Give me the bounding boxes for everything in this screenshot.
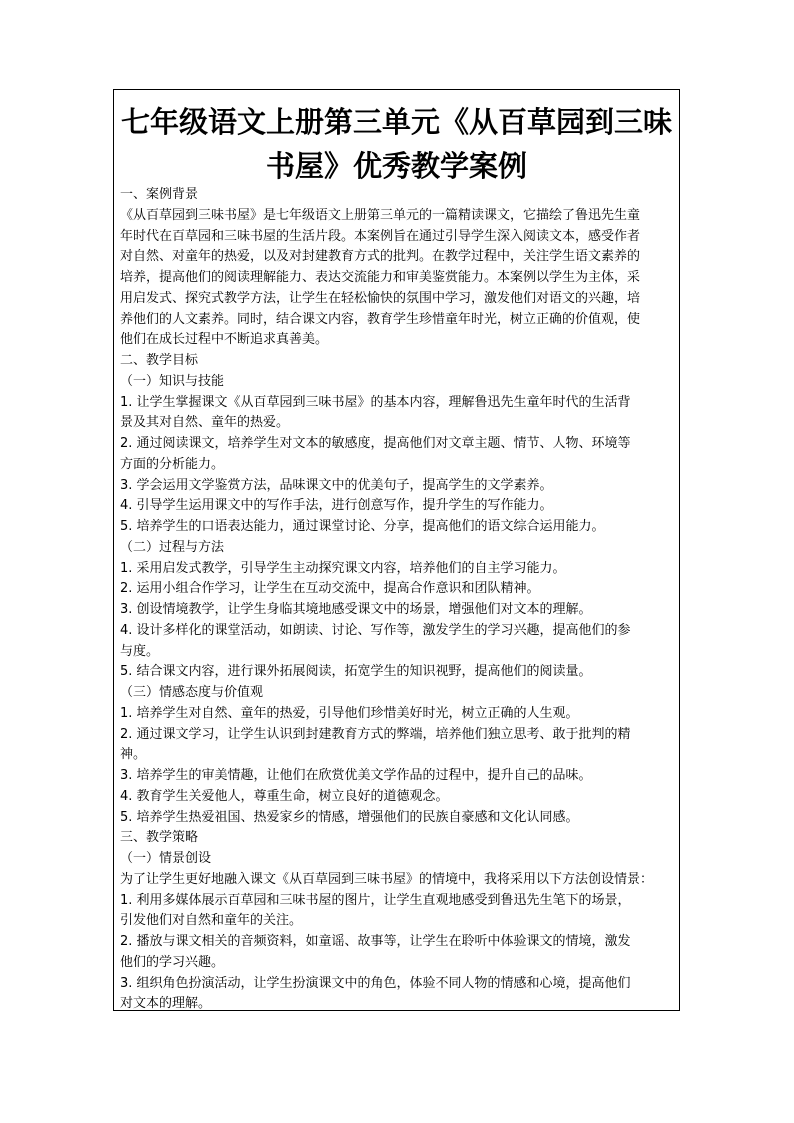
text-line: 用启发式、探究式教学方法，让学生在轻松愉快的氛围中学习，激发他们对语文的兴趣，培 [120, 290, 641, 306]
text-line: 神。 [120, 747, 147, 763]
text-line: 2. 通过阅读课文，培养学生对文本的敏感度，提高他们对文章主题、情节、人物、环境等 [120, 436, 631, 451]
title-line-1: 七年级语文上册第三单元《从百草园到三味 [120, 105, 672, 139]
text-line: 养他们的人文素养。同时，结合课文内容，教育学生珍惜童年时光，树立正确的价值观，使 [120, 311, 641, 327]
document-frame [113, 89, 680, 1011]
text-line: （一）情景创设 [120, 851, 212, 866]
text-line: 5. 培养学生热爱祖国、热爱家乡的情感，增强他们的民族自豪感和文化认同感。 [120, 809, 579, 825]
text-line: 1. 培养学生对自然、童年的热爱，引导他们珍惜美好时光，树立正确的人生观。 [120, 705, 579, 721]
text-line: 2. 通过课文学习，让学生认识到封建教育方式的弊端，培养他们独立思考、敢于批判的精 [120, 726, 631, 742]
text-line: 为了让学生更好地融入课文《从百草园到三味书屋》的情境中，我将采用以下方法创设情景： [120, 871, 654, 887]
text-line: 1. 利用多媒体展示百草园和三味书屋的图片，让学生直观地感受到鲁迅先生笔下的场景， [120, 892, 631, 908]
text-line: 对文本的理解。 [120, 996, 212, 1012]
title-line-2: 书屋》优秀教学案例 [265, 149, 527, 183]
text-line: 培养，提高他们的阅读理解能力、表达交流能力和审美鉴赏能力。本案例以学生为主体，采 [120, 270, 641, 285]
text-line: 三、教学策略 [120, 830, 199, 846]
text-line: 2. 播放与课文相关的音频资料，如童谣、故事等，让学生在聆听中体验课文的情境，激发 [120, 934, 631, 949]
text-line: 方面的分析能力。 [120, 456, 225, 472]
text-line: 4. 引导学生运用课文中的写作手法，进行创意写作，提升学生的写作能力。 [120, 498, 553, 514]
text-line: 5. 结合课文内容，进行课外拓展阅读，拓宽学生的知识视野，提高他们的阅读量。 [120, 664, 592, 680]
text-line: 4. 教育学生关爱他人，尊重生命，树立良好的道德观念。 [120, 788, 449, 804]
text-line: （三）情感态度与价值观 [120, 685, 264, 700]
text-line: 4. 设计多样化的课堂活动，如朗读、讨论、写作等，激发学生的学习兴趣，提高他们的参 [120, 622, 631, 638]
text-line: 《从百草园到三味书屋》是七年级语文上册第三单元的一篇精读课文，它描绘了鲁迅先生童 [120, 207, 641, 223]
text-line: 2. 运用小组合作学习，让学生在互动交流中，提高合作意识和团队精神。 [120, 581, 540, 597]
text-line: （二）过程与方法 [120, 539, 225, 555]
text-line: 3. 创设情境教学，让学生身临其境地感受课文中的场景，增强他们对文本的理解。 [120, 602, 592, 617]
text-line: 对自然、对童年的热爱，以及对封建教育方式的批判。在教学过程中，关注学生语文素养的 [120, 249, 641, 265]
text-line: 与度。 [120, 643, 160, 659]
text-line: 3. 学会运用文学鉴赏方法，品味课文中的优美句子，提高学生的文学素养。 [120, 477, 553, 493]
text-line: 他们在成长过程中不断追求真善美。 [120, 332, 329, 348]
text-line: 3. 培养学生的审美情趣，让他们在欣赏优美文学作品的过程中，提升自己的品味。 [120, 768, 592, 783]
text-line: 引发他们对自然和童年的关注。 [120, 913, 303, 929]
document-title [114, 100, 679, 188]
text-line: 1. 采用启发式教学，引导学生主动探究课文内容，培养他们的自主学习能力。 [120, 560, 566, 576]
text-line: 5. 培养学生的口语表达能力，通过课堂讨论、分享，提高他们的语文综合运用能力。 [120, 519, 605, 534]
text-line: 他们的学习兴趣。 [120, 954, 225, 970]
text-line: 年时代在百草园和三味书屋的生活片段。本案例旨在通过引导学生深入阅读文本，感受作者 [120, 228, 641, 244]
text-line: 景及其对自然、童年的热爱。 [120, 415, 290, 431]
text-line: （一）知识与技能 [120, 373, 225, 389]
document-body [120, 185, 674, 1015]
text-line: 1. 让学生掌握课文《从百草园到三味书屋》的基本内容，理解鲁迅先生童年时代的生活背 [120, 394, 631, 410]
text-line: 二、教学目标 [120, 353, 199, 368]
text-line: 3. 组织角色扮演活动，让学生扮演课文中的角色，体验不同人物的情感和心境，提高他们 [120, 975, 631, 991]
text-line: 一、案例背景 [120, 187, 199, 202]
